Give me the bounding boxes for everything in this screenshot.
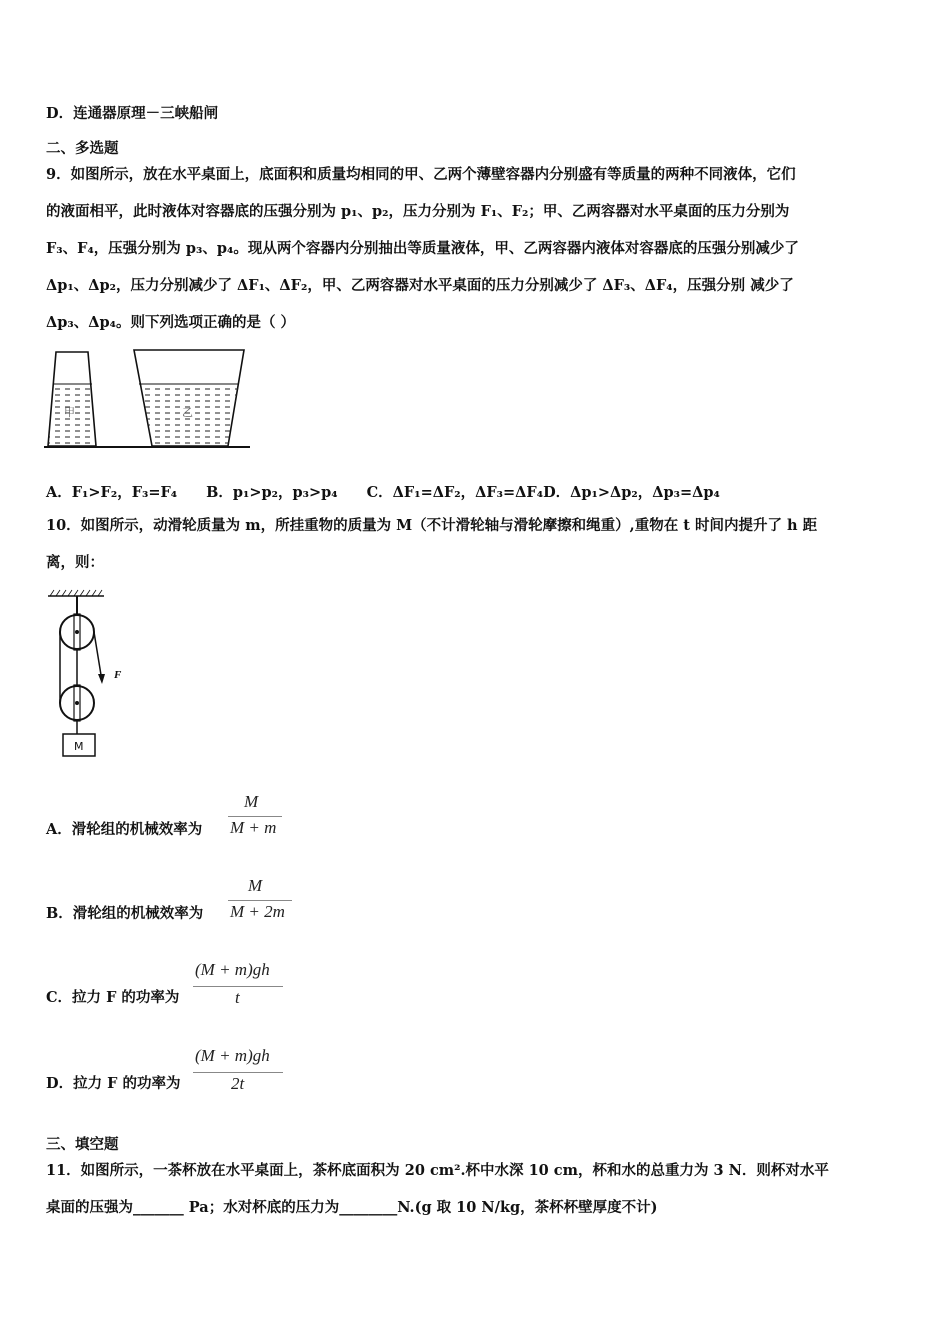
q10-option-c-text: C．拉力 F 的功率为 <box>46 989 180 1006</box>
q10-option-d-text: D．拉力 F 的功率为 <box>46 1075 181 1092</box>
q10-option-d-fraction <box>193 1046 285 1098</box>
option-d-numerator: (M + m)gh <box>195 1046 270 1065</box>
label-m: M <box>74 740 84 753</box>
q9-line-4: Δp₁、Δp₂，压力分别减少了 ΔF₁、ΔF₂，甲、乙两容器对水平桌面的压力分别减少了 ΔF₃、ΔF₄，压强分别 减少了 <box>46 277 794 294</box>
pull-rope <box>94 632 102 681</box>
q9-containers-figure <box>44 344 254 454</box>
q8-option-d: D．连通器原理－三峡船闸 <box>46 105 219 122</box>
option-a-denominator: M + m <box>230 818 277 837</box>
option-b-numerator: M <box>248 876 263 895</box>
q10-line-1: 10．如图所示，动滑轮质量为 m，所挂重物的质量为 M（不计滑轮轴与滑轮摩擦和绳重）,重物在 t 时间内提升了 h 距 <box>46 517 818 534</box>
q9-line-5: Δp₃、Δp₄。则下列选项正确的是（ ） <box>46 314 296 331</box>
q11-line-2: 桌面的压强为_______ Pa；水对杯底的压力为________N.(g 取 10 N/kg，茶杯杯壁厚度不计) <box>46 1199 658 1216</box>
label-yi: 乙 <box>182 406 193 419</box>
force-arrow <box>98 674 105 684</box>
label-f: F <box>114 669 122 681</box>
q10-option-b-text: B．滑轮组的机械效率为 <box>46 905 204 922</box>
q9-line-3: F₃、F₄，压强分别为 p₃、p₄。现从两个容器内分别抽出等质量液体，甲、乙两容器内液体对容器底的压强分别减少了 <box>46 240 799 257</box>
q10-option-a-text: A．滑轮组的机械效率为 <box>46 821 203 838</box>
q10-pulley-figure <box>44 586 144 764</box>
option-a-numerator: M <box>244 792 259 811</box>
q9-options: A．F₁>F₂，F₃=F₄ B．p₁>p₂，p₃>p₄ C．ΔF₁=ΔF₂，ΔF₃=ΔF₄D．Δp₁>Δp₂，Δp₃=Δp₄ <box>46 484 720 501</box>
option-c-denominator: t <box>235 988 240 1007</box>
q10-option-a-fraction <box>228 792 284 842</box>
label-jia: 甲 <box>64 406 75 419</box>
q10-line-2: 离，则： <box>46 554 104 571</box>
option-c-numerator: (M + m)gh <box>195 960 270 979</box>
section-title-multiple-choice: 二、多选题 <box>46 140 119 157</box>
q10-option-b-fraction <box>228 876 294 926</box>
option-d-denominator: 2t <box>231 1074 245 1093</box>
q11-line-1: 11．如图所示，一茶杯放在水平桌面上，茶杯底面积为 20 cm².杯中水深 10 cm，杯和水的总重力为 3 N．则杯对水平 <box>46 1162 829 1179</box>
container-jia <box>48 352 96 446</box>
q9-line-2: 的液面相平，此时液体对容器底的压强分别为 p₁、p₂，压力分别为 F₁、F₂；甲、乙两容器对水平桌面的压力分别为 <box>46 203 790 220</box>
option-b-denominator: M + 2m <box>230 902 285 921</box>
q9-line-1: 9．如图所示，放在水平桌面上，底面积和质量均相同的甲、乙两个薄壁容器内分别盛有等质量的两种不同液体，它们 <box>46 166 796 183</box>
container-yi <box>134 350 244 446</box>
q10-option-c-fraction <box>193 960 285 1012</box>
section-title-fill-in: 三、填空题 <box>46 1136 119 1153</box>
